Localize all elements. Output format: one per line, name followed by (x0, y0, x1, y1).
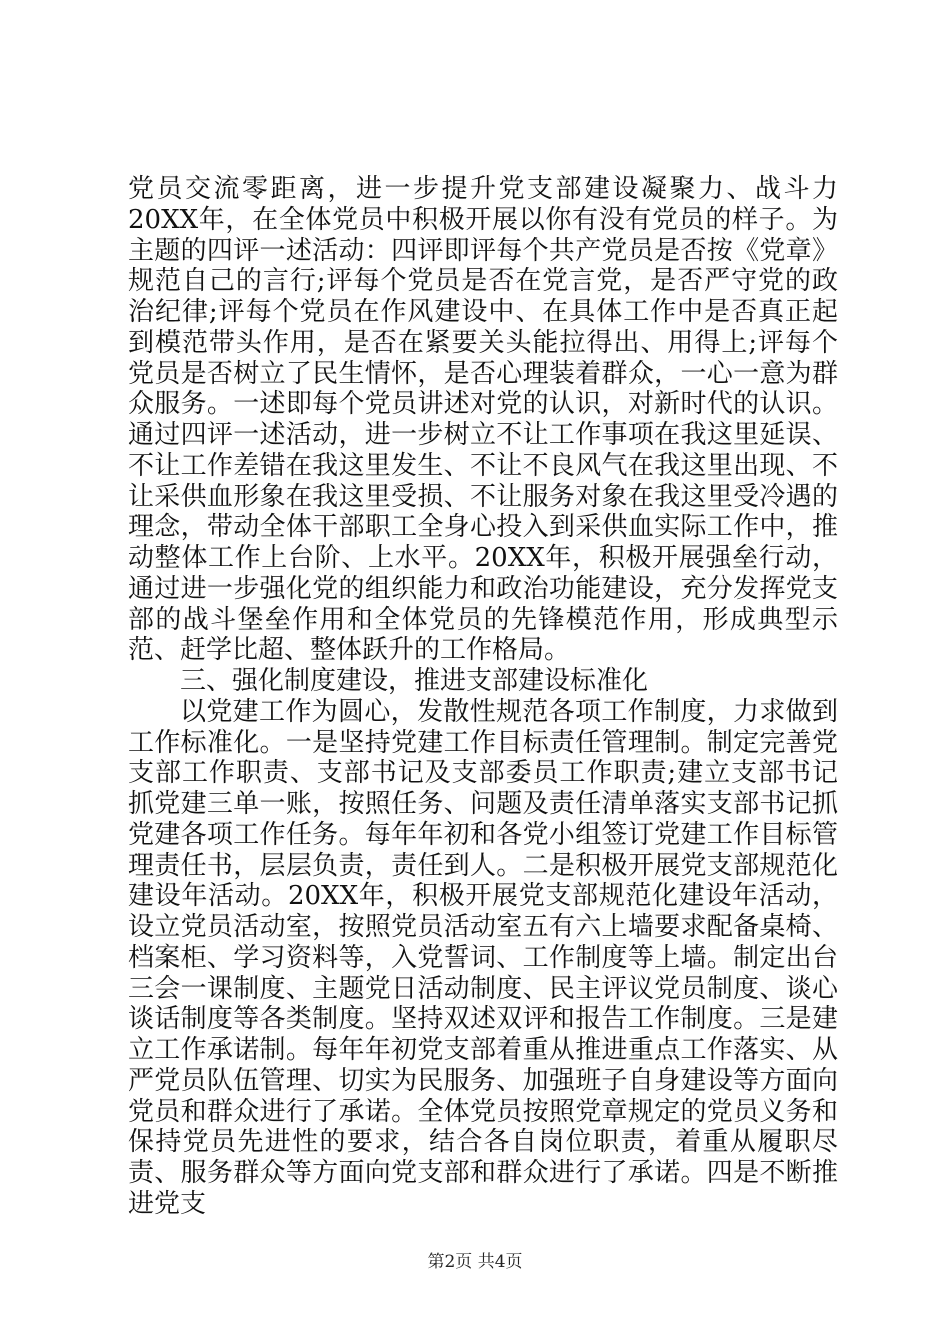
paragraph-activities: 党员交流零距离，进一步提升党支部建设凝聚力、战斗力20XX年，在全体党员中积极开展以你有没有党员的样子。为主题的四评一述活动：四评即评每个共产党员是否按《党章》规范自己的言行;评每个党员是否在党言党，是否严守党的政治纪律;评每个党员在作风建设中、在具体工作中是否真正起到模范带头作用，是否在紧要关头能拉得出、用得上;评每个党员是否树立了民生情怀，是否心理装着群众，一心一意为群众服务。一述即每个党员讲述对党的认识，对新时代的认识。通过四评一述活动，进一步树立不让工作事项在我这里延误、不让工作差错在我这里发生、不让不良风气在我这里出现、不让采供血形象在我这里受损、不让服务对象在我这里受冷遇的理念，带动全体干部职工全身心投入到采供血实际工作中，推动整体工作上台阶、上水平。20XX年，积极开展强垒行动，通过进一步强化党的组织能力和政治功能建设，充分发挥党支部的战斗堡垒作用和全体党员的先锋模范作用，形成典型示范、赶学比超、整体跃升的工作格局。 (128, 174, 838, 666)
document-body (128, 174, 838, 1220)
paragraph-system-building: 以党建工作为圆心，发散性规范各项工作制度，力求做到工作标准化。一是坚持党建工作目标责任管理制。制定完善党支部工作职责、支部书记及支部委员工作职责;建立支部书记抓党建三单一账，按照任务、问题及责任清单落实支部书记抓党建各项工作任务。每年年初和各党小组签订党建工作目标管理责任书，层层负责，责任到人。二是积极开展党支部规范化建设年活动。20XX年，积极开展党支部规范化建设年活动，设立党员活动室，按照党员活动室五有六上墙要求配备桌椅、档案柜、学习资料等，入党誓词、工作制度等上墙。制定出台三会一课制度、主题党日活动制度、民主评议党员制度、谈心谈话制度等各类制度。坚持双述双评和报告工作制度。三是建立工作承诺制。每年年初党支部着重从推进重点工作落实、从严党员队伍管理、切实为民服务、加强班子自身建设等方面向党员和群众进行了承诺。全体党员按照党章规定的党员义务和保持党员先进性的要求，结合各自岗位职责，着重从履职尽责、服务群众等方面向党支部和群众进行了承诺。四是不断推进党支 (128, 696, 838, 1219)
section-heading: 三、强化制度建设，推进支部建设标准化 (180, 666, 649, 696)
page-footer: 第2页 共4页 (427, 1252, 523, 1272)
